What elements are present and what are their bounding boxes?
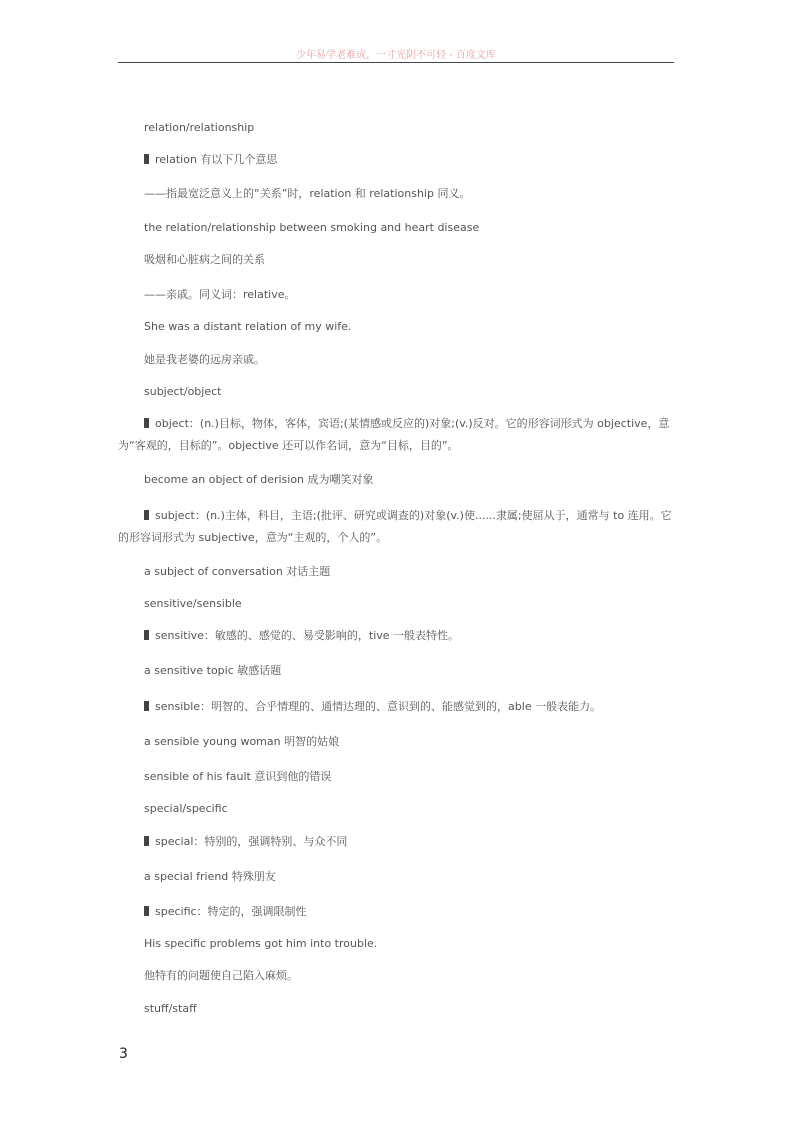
- bullet-icon: [144, 701, 149, 711]
- text-line-content: relation 有以下几个意思: [155, 153, 278, 166]
- paragraph-subject: [118, 505, 674, 549]
- text-line: His specific problems got him into trouble.: [144, 937, 378, 950]
- bullet-icon: [144, 906, 149, 916]
- text-line: become an object of derision 成为嘲笑对象: [144, 473, 374, 486]
- header-divider: [118, 62, 674, 63]
- paragraph-text: subject：(n.)主体，科目，主语;(批评、研究或调查的)对象(v.)使......隶属;使屈从于，通常与 to 连用。它的形容词形式为 subjective，意为“主观的，个人的”。: [118, 509, 672, 544]
- text-line: She was a distant relation of my wife.: [144, 320, 352, 333]
- text-line: a special friend 特殊朋友: [144, 870, 276, 883]
- text-line: [144, 153, 277, 167]
- text-line: 他特有的问题使自己陷入麻烦。: [144, 969, 298, 982]
- text-line: sensible of his fault 意识到他的错误: [144, 770, 332, 783]
- text-line: sensitive/sensible: [144, 597, 242, 610]
- text-line: [144, 835, 347, 849]
- text-line: the relation/relationship between smoking and heart disease: [144, 221, 480, 234]
- bullet-icon: [144, 154, 149, 164]
- page-number: 3: [119, 1046, 128, 1062]
- bullet-icon: [144, 836, 149, 846]
- bullet-icon: [144, 510, 149, 520]
- text-line: ——亲戚。同义词：relative。: [144, 288, 296, 301]
- text-line: subject/object: [144, 385, 222, 398]
- text-line: relation/relationship: [144, 121, 255, 134]
- text-line: [144, 905, 307, 919]
- text-line: [144, 629, 459, 643]
- text-line: stuff/staff: [144, 1002, 197, 1015]
- text-line-content: sensitive：敏感的、感觉的、易受影响的，tive 一般表特性。: [155, 629, 460, 642]
- text-line: [144, 700, 601, 714]
- text-line: 吸烟和心脏病之间的关系: [144, 253, 265, 266]
- text-line: a sensitive topic 敏感话题: [144, 664, 282, 677]
- text-line: a subject of conversation 对话主题: [144, 565, 331, 578]
- text-line: ——指最宽泛意义上的“关系”时，relation 和 relationship 同义。: [144, 187, 471, 200]
- paragraph-object: [118, 413, 674, 457]
- text-line-content: special：特别的，强调特别、与众不同: [155, 835, 348, 848]
- bullet-icon: [144, 630, 149, 640]
- text-line: a sensible young woman 明智的姑娘: [144, 735, 340, 748]
- text-line: 她是我老婆的远房亲戚。: [144, 353, 265, 366]
- text-line-content: specific：特定的，强调限制性: [155, 905, 307, 918]
- text-line: special/specific: [144, 802, 228, 815]
- page-header: 少年易学老难成，一寸光阴不可轻 - 百度文库: [296, 50, 496, 61]
- bullet-icon: [144, 418, 149, 428]
- paragraph-text: object：(n.)目标，物体，客体，宾语;(某情感或反应的)对象;(v.)反对。它的形容词形式为 objective，意为“客观的，目标的”。objective 还可以作名词，意为“目标，目的”。: [118, 417, 670, 452]
- text-line-content: sensible：明智的、合乎情理的、通情达理的、意识到的、能感觉到的，able 一般表能力。: [155, 700, 602, 713]
